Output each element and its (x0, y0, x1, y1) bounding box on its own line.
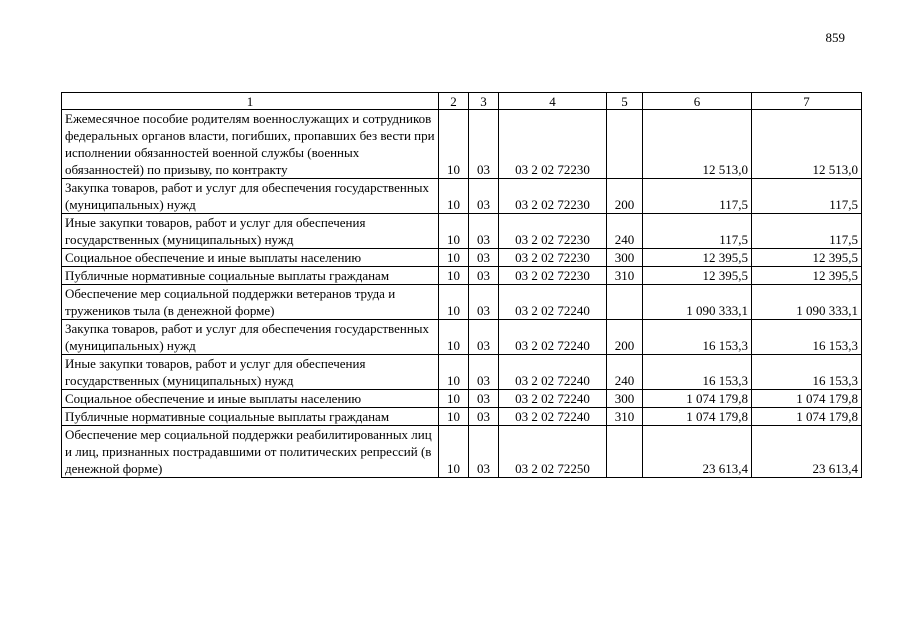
column-header: 6 (643, 93, 752, 110)
cell-amount-1: 1 090 333,1 (643, 285, 752, 320)
cell-amount-1: 117,5 (643, 214, 752, 249)
cell-expense-type: 310 (607, 267, 643, 285)
cell-amount-1: 1 074 179,8 (643, 390, 752, 408)
table-row (62, 267, 862, 285)
cell-amount-1: 117,5 (643, 179, 752, 214)
cell-name: Иные закупки товаров, работ и услуг для обеспечения государственных (муниципальных) нужд (62, 214, 439, 249)
column-header: 1 (62, 93, 439, 110)
cell-amount-2: 16 153,3 (752, 355, 862, 390)
cell-name: Закупка товаров, работ и услуг для обеспечения государственных (муниципальных) нужд (62, 320, 439, 355)
cell-name: Публичные нормативные социальные выплаты гражданам (62, 267, 439, 285)
cell-subsection: 03 (469, 179, 499, 214)
cell-name: Публичные нормативные социальные выплаты гражданам (62, 408, 439, 426)
cell-target-code: 03 2 02 72250 (499, 426, 607, 478)
cell-target-code: 03 2 02 72230 (499, 267, 607, 285)
table-row (62, 390, 862, 408)
table-row (62, 408, 862, 426)
cell-subsection: 03 (469, 249, 499, 267)
cell-amount-2: 12 513,0 (752, 110, 862, 179)
cell-target-code: 03 2 02 72230 (499, 214, 607, 249)
column-header: 7 (752, 93, 862, 110)
cell-section: 10 (439, 179, 469, 214)
cell-expense-type: 240 (607, 355, 643, 390)
cell-amount-2: 12 395,5 (752, 249, 862, 267)
cell-expense-type: 200 (607, 179, 643, 214)
cell-amount-2: 16 153,3 (752, 320, 862, 355)
cell-amount-2: 1 090 333,1 (752, 285, 862, 320)
cell-name: Социальное обеспечение и иные выплаты населению (62, 390, 439, 408)
cell-amount-2: 117,5 (752, 214, 862, 249)
cell-amount-1: 16 153,3 (643, 320, 752, 355)
table-row (62, 179, 862, 214)
cell-expense-type: 300 (607, 249, 643, 267)
cell-name: Обеспечение мер социальной поддержки ветеранов труда и тружеников тыла (в денежной форме) (62, 285, 439, 320)
cell-subsection: 03 (469, 214, 499, 249)
cell-amount-2: 12 395,5 (752, 267, 862, 285)
cell-section: 10 (439, 285, 469, 320)
cell-section: 10 (439, 320, 469, 355)
cell-expense-type (607, 285, 643, 320)
cell-amount-2: 1 074 179,8 (752, 390, 862, 408)
cell-target-code: 03 2 02 72240 (499, 285, 607, 320)
cell-expense-type: 200 (607, 320, 643, 355)
table-row (62, 214, 862, 249)
table-row (62, 285, 862, 320)
column-header: 2 (439, 93, 469, 110)
cell-amount-2: 117,5 (752, 179, 862, 214)
cell-name: Иные закупки товаров, работ и услуг для обеспечения государственных (муниципальных) нужд (62, 355, 439, 390)
cell-expense-type: 310 (607, 408, 643, 426)
cell-amount-1: 16 153,3 (643, 355, 752, 390)
cell-expense-type: 300 (607, 390, 643, 408)
cell-subsection: 03 (469, 408, 499, 426)
header-row (62, 93, 862, 110)
cell-expense-type (607, 110, 643, 179)
cell-subsection: 03 (469, 267, 499, 285)
cell-subsection: 03 (469, 390, 499, 408)
cell-subsection: 03 (469, 426, 499, 478)
cell-amount-1: 1 074 179,8 (643, 408, 752, 426)
table-row (62, 355, 862, 390)
cell-subsection: 03 (469, 355, 499, 390)
cell-target-code: 03 2 02 72240 (499, 320, 607, 355)
cell-target-code: 03 2 02 72240 (499, 408, 607, 426)
cell-subsection: 03 (469, 285, 499, 320)
cell-subsection: 03 (469, 110, 499, 179)
cell-target-code: 03 2 02 72240 (499, 355, 607, 390)
cell-expense-type: 240 (607, 214, 643, 249)
budget-table (61, 92, 862, 478)
cell-section: 10 (439, 390, 469, 408)
table-row (62, 249, 862, 267)
cell-amount-1: 12 395,5 (643, 267, 752, 285)
cell-amount-2: 1 074 179,8 (752, 408, 862, 426)
cell-expense-type (607, 426, 643, 478)
cell-target-code: 03 2 02 72230 (499, 249, 607, 267)
cell-section: 10 (439, 408, 469, 426)
cell-target-code: 03 2 02 72230 (499, 110, 607, 179)
table-row (62, 426, 862, 478)
cell-amount-1: 12 395,5 (643, 249, 752, 267)
column-header: 4 (499, 93, 607, 110)
cell-amount-1: 23 613,4 (643, 426, 752, 478)
cell-target-code: 03 2 02 72230 (499, 179, 607, 214)
table-row (62, 320, 862, 355)
cell-subsection: 03 (469, 320, 499, 355)
cell-amount-2: 23 613,4 (752, 426, 862, 478)
cell-section: 10 (439, 214, 469, 249)
table-row (62, 110, 862, 179)
cell-target-code: 03 2 02 72240 (499, 390, 607, 408)
cell-name: Обеспечение мер социальной поддержки реабилитированных лиц и лиц, признанных пострадавшими от политических репрессий (в денежной форме) (62, 426, 439, 478)
cell-section: 10 (439, 355, 469, 390)
cell-amount-1: 12 513,0 (643, 110, 752, 179)
cell-name: Закупка товаров, работ и услуг для обеспечения государственных (муниципальных) нужд (62, 179, 439, 214)
cell-section: 10 (439, 249, 469, 267)
cell-section: 10 (439, 110, 469, 179)
cell-name: Ежемесячное пособие родителям военнослужащих и сотрудников федеральных органов власти, погибших, пропавших без вести при исполнении обязанностей военной службы (военных обязанностей) по призыву, по контракту (62, 110, 439, 179)
column-header: 5 (607, 93, 643, 110)
column-header: 3 (469, 93, 499, 110)
cell-section: 10 (439, 267, 469, 285)
cell-section: 10 (439, 426, 469, 478)
cell-name: Социальное обеспечение и иные выплаты населению (62, 249, 439, 267)
page-number: 859 (825, 30, 845, 45)
